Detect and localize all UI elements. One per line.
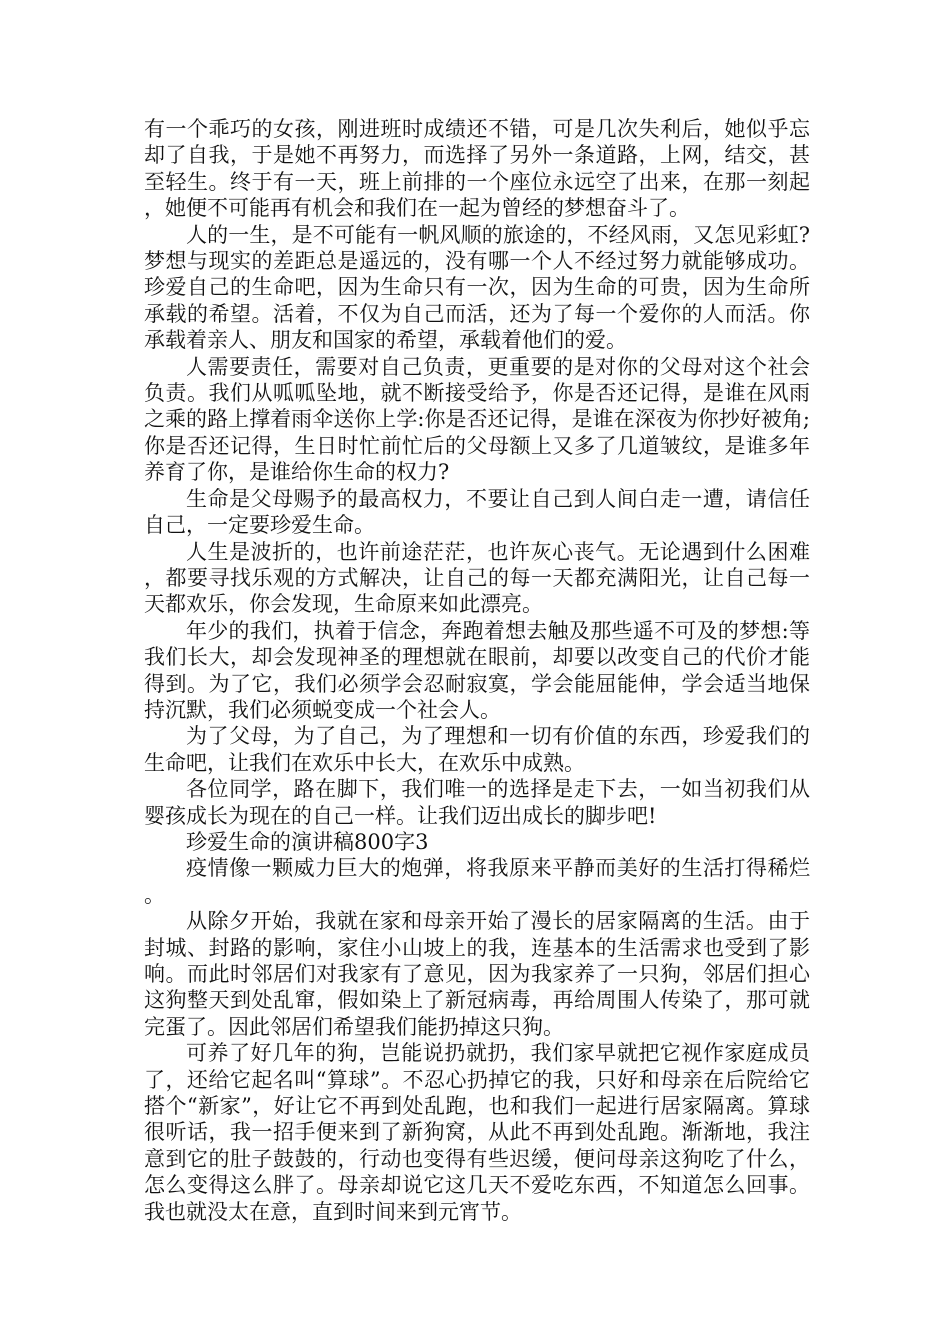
paragraph-quarantine: 从除夕开始，我就在家和母亲开始了漫长的居家隔离的生活。由于封城、封路的影响，家住小山坡上的我，连基本的生活需求也受到了影响。而此时邻居们对我家有了意见，因为我家养了一只狗，邻居们担心这狗整天到处乱窜，假如染上了新冠病毒，再给周围人传染了，那可就完蛋了。因此邻居们希望我们能扔掉这只狗。 [144, 909, 810, 1039]
paragraph-responsibility: 人需要责任，需要对自己负责，更重要的是对你的父母对这个社会负责。我们从呱呱坠地，就不断接受给予，你是否还记得，是谁在风雨之乘的路上撑着雨伞送你上学:你是否还记得，是谁在深夜为你抄好被角;你是否还记得，生日时忙前忙后的父母额上又多了几道皱纹，是谁多年养育了你，是谁给你生命的权力? [144, 354, 810, 485]
paragraph-life-journey: 人的一生，是不可能有一帆风顺的旅途的，不经风雨，又怎见彩虹?梦想与现实的差距总是遥远的，没有哪一个人不经过努力就能够成功。珍爱自己的生命吧，因为生命只有一次，因为生命的可贵，因为生命所承载的希望。活着，不仅为自己而活，还为了每一个爱你的人而活。你承载着亲人、朋友和国家的希望，承载着他们的爱。 [144, 222, 810, 353]
document-body [144, 116, 810, 1225]
paragraph-optimism: 人生是波折的，也许前途茫茫，也许灰心丧气。无论遇到什么困难，都要寻找乐观的方式解决，让自己的每一天都充满阳光，让自己每一天都欢乐，你会发现，生命原来如此漂亮。 [144, 539, 810, 617]
section-heading: 珍爱生命的演讲稿800字3 [186, 829, 429, 854]
paragraph-closing: 各位同学，路在脚下，我们唯一的选择是走下去，一如当初我们从婴孩成长为现在的自己一样。让我们迈出成长的脚步吧! [144, 777, 810, 828]
paragraph-youth-dreams: 年少的我们，执着于信念，奔跑着想去触及那些遥不可及的梦想:等我们长大，却会发现神圣的理想就在眼前，却要以改变自己的代价才能得到。为了它，我们必须学会忍耐寂寞，学会能屈能伸，学会适当地保持沉默，我们必须蜕变成一个社会人。 [144, 618, 810, 722]
paragraph-for-parents: 为了父母，为了自己，为了理想和一切有价值的东西，珍爱我们的 生命吧，让我们在欢乐中长大，在欢乐中成熟。 [144, 724, 810, 775]
paragraph-dog-story: 可养了好几年的狗，岂能说扔就扔，我们家早就把它视作家庭成员了，还给它起名叫“算球”。不忍心扔掉它的我，只好和母亲在后院给它搭个“新家”，好让它不再到处乱跑，也和我们一起进行居家隔离。算球很听话，我一招手便来到了新狗窝，从此不再到处乱跑。渐渐地，我注意到它的肚子鼓鼓的，行动也变得有些迟缓，便问母亲这狗吃了什么，怎么变得这么胖了。母亲却说它这几天不爱吃东西，不知道怎么回事。我也就没太在意，直到时间来到元宵节。 [144, 1041, 810, 1224]
paragraph-cherish-life: 生命是父母赐予的最高权力，不要让自己到人间白走一遭，请信任自己，一定要珍爱生命。 [144, 486, 810, 538]
paragraph-intro-story: 有一个乖巧的女孩，刚进班时成绩还不错，可是几次失利后，她似乎忘却了自我，于是她不再努力，而选择了另外一条道路，上网，结交，甚至轻生。终于有一天，班上前排的一个座位永远空了出来，在那一刻起，她便不可能再有机会和我们在一起为曾经的梦想奋斗了。 [144, 117, 810, 221]
paragraph-epidemic: 疫情像一颗威力巨大的炮弹，将我原来平静而美好的生活打得稀烂。 [144, 856, 810, 907]
